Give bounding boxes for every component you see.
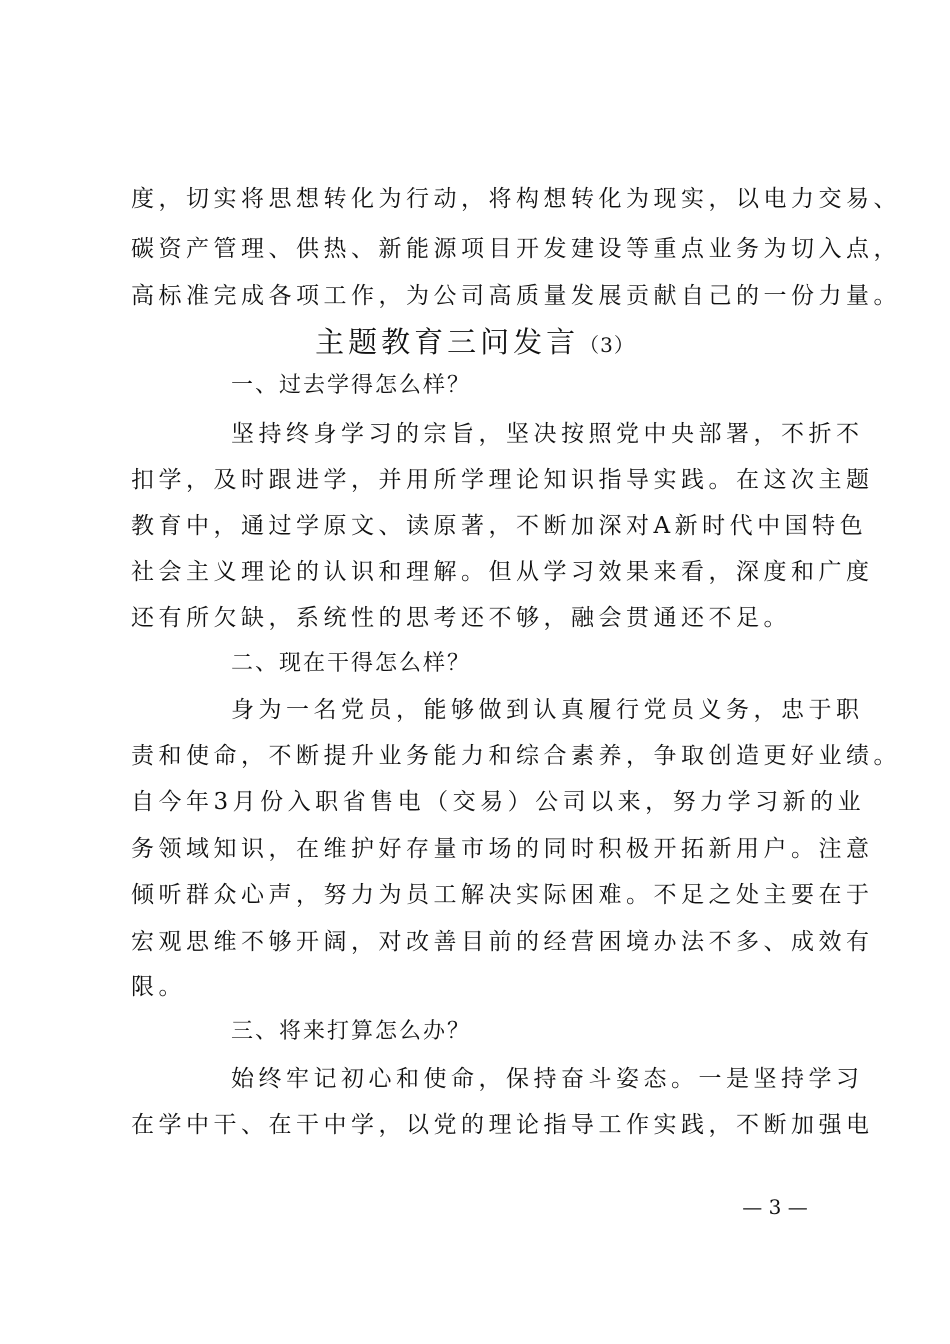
paragraph-line: 始终牢记初心和使命，保持奋斗姿态。一是坚持学习: [231, 1066, 864, 1092]
paragraph-line: 扣学，及时跟进学，并用所学理论知识指导实践。在这次主题: [131, 467, 874, 493]
intro-line: 高标准完成各项工作，为公司高质量发展贡献自己的一份力量。: [131, 283, 901, 309]
document-title: [0, 322, 950, 365]
page-number: — 3 —: [742, 1195, 808, 1219]
paragraph-line: 宏观思维不够开阔，对改善目前的经营困境办法不多、成效有: [131, 929, 874, 955]
paragraph-line: 身为一名党员，能够做到认真履行党员义务，忠于职: [231, 697, 864, 723]
paragraph-line: 社会主义理论的认识和理解。但从学习效果来看，深度和广度: [131, 559, 874, 585]
paragraph-line: 责和使命，不断提升业务能力和综合素养，争取创造更好业绩。: [131, 743, 901, 769]
section-heading-3: 三、将来打算怎么办？: [231, 1019, 472, 1044]
intro-line: 度，切实将思想转化为行动，将构想转化为现实，以电力交易、: [131, 186, 901, 212]
paragraph-line: 限。: [131, 974, 186, 1000]
title-number: （3）: [579, 333, 635, 357]
paragraph-line: 自今年3月份入职省售电（交易）公司以来，努力学习新的业: [131, 789, 866, 815]
title-text: 主题教育三问发言: [315, 325, 580, 359]
paragraph-line: 坚持终身学习的宗旨，坚决按照党中央部署，不折不: [231, 421, 864, 447]
paragraph-line: 务领域知识，在维护好存量市场的同时积极开拓新用户。注意: [131, 836, 874, 862]
intro-line: 碳资产管理、供热、新能源项目开发建设等重点业务为切入点，: [131, 236, 901, 262]
paragraph-line: 倾听群众心声，努力为员工解决实际困难。不足之处主要在于: [131, 882, 874, 908]
paragraph-line: 还有所欠缺，系统性的思考还不够，融会贯通还不足。: [131, 605, 791, 631]
paragraph-line: 在学中干、在干中学，以党的理论指导工作实践，不断加强电: [131, 1112, 874, 1138]
section-heading-1: 一、过去学得怎么样？: [231, 373, 472, 398]
section-heading-2: 二、现在干得怎么样？: [231, 651, 472, 676]
paragraph-line: 教育中，通过学原文、读原著，不断加深对A新时代中国特色: [131, 513, 868, 539]
